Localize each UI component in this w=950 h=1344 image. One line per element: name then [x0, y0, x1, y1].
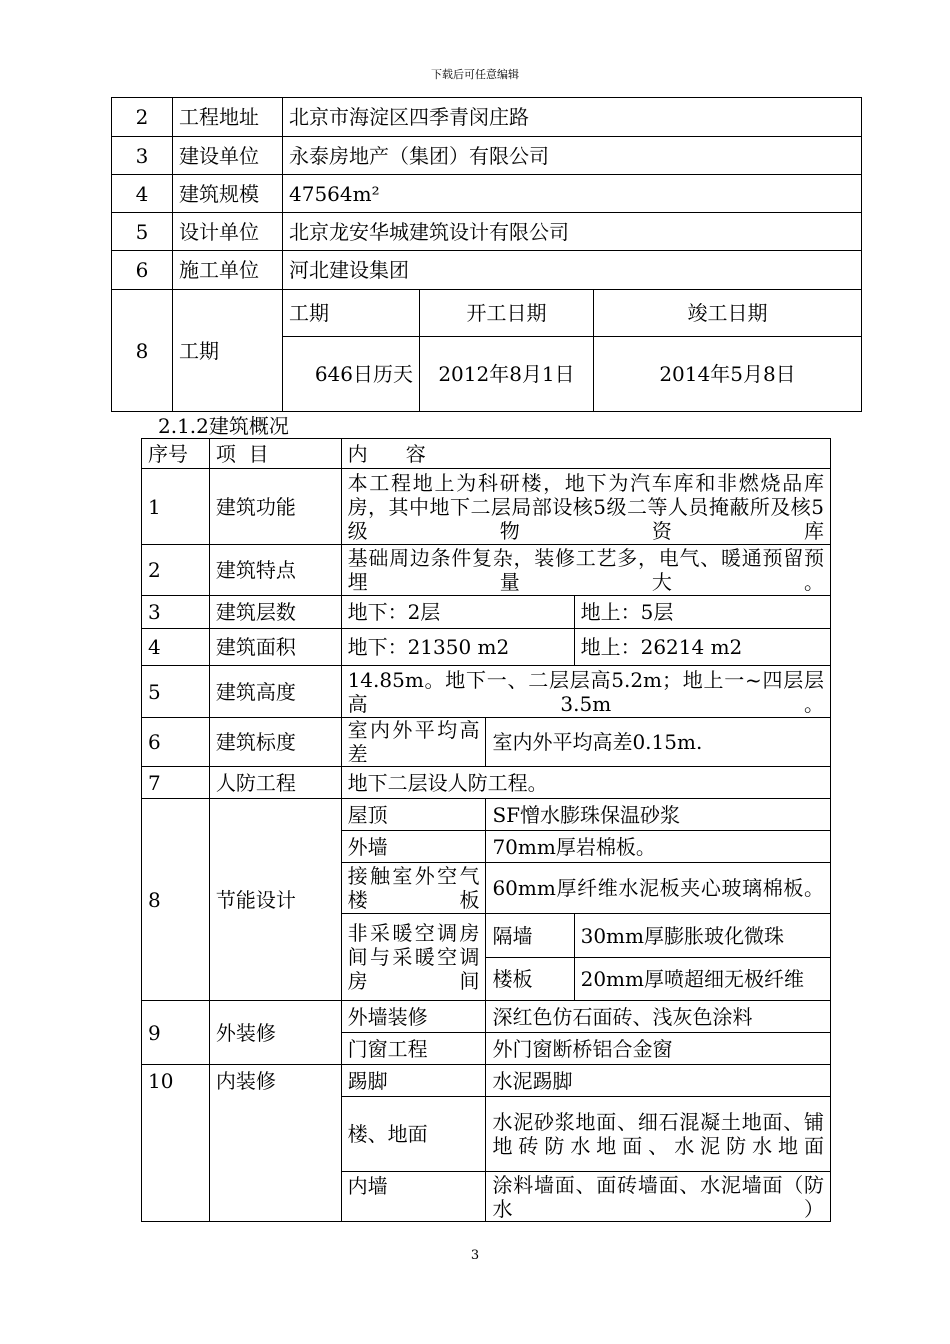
- row-number: 8: [142, 799, 210, 1001]
- table-row: [142, 545, 831, 596]
- project-info-table: [111, 97, 862, 412]
- row-value: 河北建设集团: [283, 251, 862, 290]
- energy-partition-value: 30mm厚膨胀玻化微珠: [574, 914, 830, 958]
- skirting-label: 踢脚: [341, 1065, 486, 1097]
- row-item: 人防工程: [209, 767, 341, 799]
- row-number: 2: [142, 545, 210, 596]
- row-item: 节能设计: [209, 799, 341, 1001]
- row-item: 建筑高度: [209, 666, 341, 718]
- row-value: 永泰房地产（集团）有限公司: [283, 137, 862, 175]
- interior-wall-label: 内墙: [341, 1172, 486, 1222]
- floor-label: 楼、地面: [341, 1097, 486, 1172]
- period-end: 2014年5月8日: [594, 337, 862, 412]
- row-label: 工期: [173, 290, 283, 412]
- row-number: 8: [112, 290, 173, 412]
- energy-wall-value: 70mm厚岩棉板。: [486, 831, 831, 863]
- period-start: 2012年8月1日: [420, 337, 594, 412]
- page-number: 3: [470, 1248, 480, 1263]
- area-below: 地下：21350 m2: [341, 629, 574, 666]
- table-row: [142, 1065, 831, 1097]
- row-subitem: 室内外平均高差: [341, 718, 486, 767]
- table-row: [112, 98, 862, 137]
- energy-nonheated-label: 非采暖空调房间与采暖空调房间: [341, 914, 486, 1001]
- window-label: 门窗工程: [341, 1033, 486, 1065]
- row-number: 10: [142, 1065, 210, 1222]
- building-overview-table: [141, 438, 831, 1222]
- header-number: 序号: [142, 439, 210, 469]
- table-row: [112, 213, 862, 251]
- table-row: [142, 767, 831, 799]
- row-number: 5: [142, 666, 210, 718]
- table-row: [142, 718, 831, 767]
- row-label: 施工单位: [173, 251, 283, 290]
- row-number: 5: [112, 213, 173, 251]
- row-number: 4: [142, 629, 210, 666]
- exterior-wall-label: 外墙装修: [341, 1001, 486, 1033]
- period-end-header: 竣工日期: [594, 290, 862, 337]
- row-number: 7: [142, 767, 210, 799]
- energy-slab-value: 20mm厚喷超细无极纤维: [574, 958, 830, 1001]
- energy-slab-label: 楼板: [486, 958, 574, 1001]
- row-label: 工程地址: [173, 98, 283, 137]
- row-content: 基础周边条件复杂，装修工艺多，电气、暖通预留预埋量大。: [341, 545, 830, 596]
- row-item: 建筑面积: [209, 629, 341, 666]
- period-duration: 646日历天: [283, 337, 420, 412]
- row-number: 3: [112, 137, 173, 175]
- floor-value: 水泥砂浆地面、细石混凝土地面、铺地砖防水地面、水泥防水地面: [486, 1097, 831, 1172]
- row-number: 6: [142, 718, 210, 767]
- row-item: 建筑特点: [209, 545, 341, 596]
- energy-contact-value: 60mm厚纤维水泥板夹心玻璃棉板。: [486, 863, 831, 914]
- skirting-value: 水泥踢脚: [486, 1065, 831, 1097]
- row-number: 1: [142, 469, 210, 545]
- header-note: 下载后可任意编辑: [431, 68, 519, 81]
- row-number: 2: [112, 98, 173, 137]
- row-label: 建筑规模: [173, 175, 283, 213]
- period-duration-header: 工期: [283, 290, 420, 337]
- table-row: [142, 596, 831, 629]
- row-number: 9: [142, 1001, 210, 1065]
- row-item: 内装修: [209, 1065, 341, 1222]
- period-start-header: 开工日期: [420, 290, 594, 337]
- row-number: 4: [112, 175, 173, 213]
- row-number: 6: [112, 251, 173, 290]
- table-row: [142, 629, 831, 666]
- row-value: 北京龙安华城建筑设计有限公司: [283, 213, 862, 251]
- section-title: 2.1.2建筑概况: [158, 414, 289, 438]
- row-content: 室内外平均高差0.15m.: [486, 718, 831, 767]
- table-row: [112, 175, 862, 213]
- row-label: 建设单位: [173, 137, 283, 175]
- table-row: [142, 666, 831, 718]
- area-above: 地上：26214 m2: [574, 629, 830, 666]
- interior-wall-value: 涂料墙面、面砖墙面、水泥墙面（防水）: [486, 1172, 831, 1222]
- row-item: 建筑标度: [209, 718, 341, 767]
- row-item: 建筑层数: [209, 596, 341, 629]
- table-row: [112, 290, 862, 337]
- row-item: 建筑功能: [209, 469, 341, 545]
- floors-above: 地上：5层: [574, 596, 830, 629]
- table-row: [142, 469, 831, 545]
- row-value: 47564m²: [283, 175, 862, 213]
- floors-below: 地下：2层: [341, 596, 574, 629]
- table-row: [142, 1001, 831, 1033]
- table-header-row: [142, 439, 831, 469]
- energy-wall-label: 外墙: [341, 831, 486, 863]
- row-content: 本工程地上为科研楼，地下为汽车库和非燃烧品库房，其中地下二层局部设核5级二等人员掩蔽所及核5级物资库: [341, 469, 830, 545]
- energy-roof-label: 屋顶: [341, 799, 486, 831]
- energy-contact-label: 接触室外空气楼板: [341, 863, 486, 914]
- window-value: 外门窗断桥铝合金窗: [486, 1033, 831, 1065]
- table-row: [142, 799, 831, 831]
- table-row: [112, 251, 862, 290]
- row-content: 14.85m。地下一、二层层高5.2m；地上一~四层层高3.5m。: [341, 666, 830, 718]
- row-value: 北京市海淀区四季青闵庄路: [283, 98, 862, 137]
- energy-roof-value: SF憎水膨珠保温砂浆: [486, 799, 831, 831]
- row-item: 外装修: [209, 1001, 341, 1065]
- row-number: 3: [142, 596, 210, 629]
- exterior-wall-value: 深红色仿石面砖、浅灰色涂料: [486, 1001, 831, 1033]
- row-content: 地下二层设人防工程。: [341, 767, 830, 799]
- row-label: 设计单位: [173, 213, 283, 251]
- header-item: 项 目: [209, 439, 341, 469]
- header-content: 内 容: [341, 439, 830, 469]
- table-row: [112, 137, 862, 175]
- energy-partition-label: 隔墙: [486, 914, 574, 958]
